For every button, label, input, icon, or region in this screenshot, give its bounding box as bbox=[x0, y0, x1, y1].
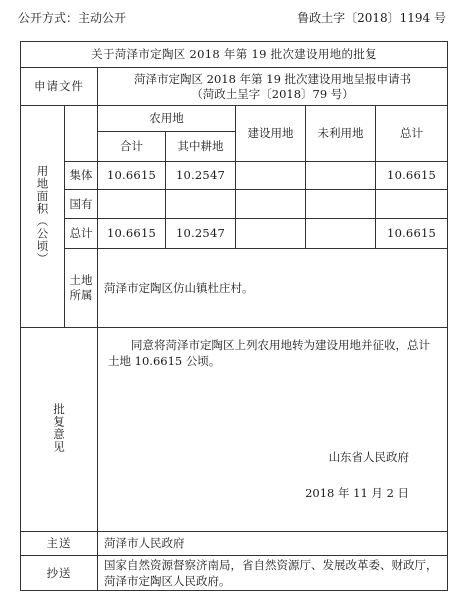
cell-subtotal: 10.6615 bbox=[98, 162, 166, 190]
land-ownership-label-line1: 土地 bbox=[69, 273, 93, 287]
cell-unused bbox=[306, 190, 376, 219]
row-label: 国有 bbox=[65, 190, 98, 219]
row-label: 总计 bbox=[65, 219, 98, 249]
table-row bbox=[21, 162, 448, 190]
application-file-label: 申请文件 bbox=[21, 68, 98, 106]
header-total: 总计 bbox=[376, 106, 448, 162]
issuing-authority: 山东省人民政府 bbox=[328, 450, 410, 464]
cell-subtotal bbox=[98, 190, 166, 219]
application-file-line1: 菏泽市定陶区 2018 年第 19 批次建设用地呈报申请书 bbox=[134, 71, 412, 86]
cell-unused bbox=[306, 162, 376, 190]
cell-total: 10.6615 bbox=[376, 162, 448, 190]
document-title: 关于菏泽市定陶区 2018 年第 19 批次建设用地的批复 bbox=[21, 42, 448, 68]
cell-cultivated bbox=[166, 190, 236, 219]
cell-construction bbox=[236, 190, 306, 219]
approval-document bbox=[20, 41, 447, 590]
table-row bbox=[21, 219, 448, 249]
land-ownership-label-cell bbox=[65, 249, 98, 328]
approval-opinion-label-cell bbox=[21, 328, 98, 532]
land-ownership-value: 菏泽市定陶区仿山镇杜庄村。 bbox=[98, 249, 448, 328]
land-area-label: 用地面积（公顷） bbox=[35, 164, 50, 265]
approval-table bbox=[20, 41, 448, 591]
application-file-line2: （菏政土呈字〔2018〕79 号） bbox=[191, 86, 354, 101]
cell-construction bbox=[236, 162, 306, 190]
header-unused-land: 未利用地 bbox=[306, 106, 376, 162]
cell-subtotal: 10.6615 bbox=[98, 219, 166, 249]
header-cultivated-land: 其中耕地 bbox=[166, 132, 236, 162]
cell-cultivated: 10.2547 bbox=[166, 219, 236, 249]
main-recipient-value: 菏泽市人民政府 bbox=[98, 532, 448, 556]
header-farmland: 农用地 bbox=[98, 106, 236, 132]
main-recipient-label: 主送 bbox=[21, 532, 98, 556]
cell-total: 10.6615 bbox=[376, 219, 448, 249]
cell-construction bbox=[236, 219, 306, 249]
row-label: 集体 bbox=[65, 162, 98, 190]
header-construction-land: 建设用地 bbox=[236, 106, 306, 162]
header-blank bbox=[65, 106, 98, 162]
approval-opinion-cell bbox=[98, 328, 448, 532]
approval-opinion-text: 同意将菏泽市定陶区上列农用地转为建设用地并征收，总计土地 10.6615 公顷。 bbox=[108, 338, 430, 368]
land-ownership-label-line2: 所属 bbox=[69, 288, 93, 302]
approval-date: 2018 年 11 月 2 日 bbox=[305, 486, 410, 500]
application-file-value bbox=[98, 68, 448, 106]
cell-unused bbox=[306, 219, 376, 249]
header-farmland-subtotal: 合计 bbox=[98, 132, 166, 162]
cc-label: 抄送 bbox=[21, 556, 98, 591]
land-area-label-cell bbox=[21, 106, 65, 328]
cc-value: 国家自然资源督察济南局，省自然资源厅、发展改革委、财政厅，菏泽市定陶区人民政府。 bbox=[98, 556, 448, 591]
document-number: 鲁政土字〔2018〕1194 号 bbox=[297, 11, 446, 25]
approval-opinion-label: 批复意见 bbox=[52, 402, 66, 453]
disclosure-method: 公开方式：主动公开 bbox=[18, 11, 127, 25]
table-row bbox=[21, 190, 448, 219]
cell-total bbox=[376, 190, 448, 219]
cell-cultivated: 10.2547 bbox=[166, 162, 236, 190]
